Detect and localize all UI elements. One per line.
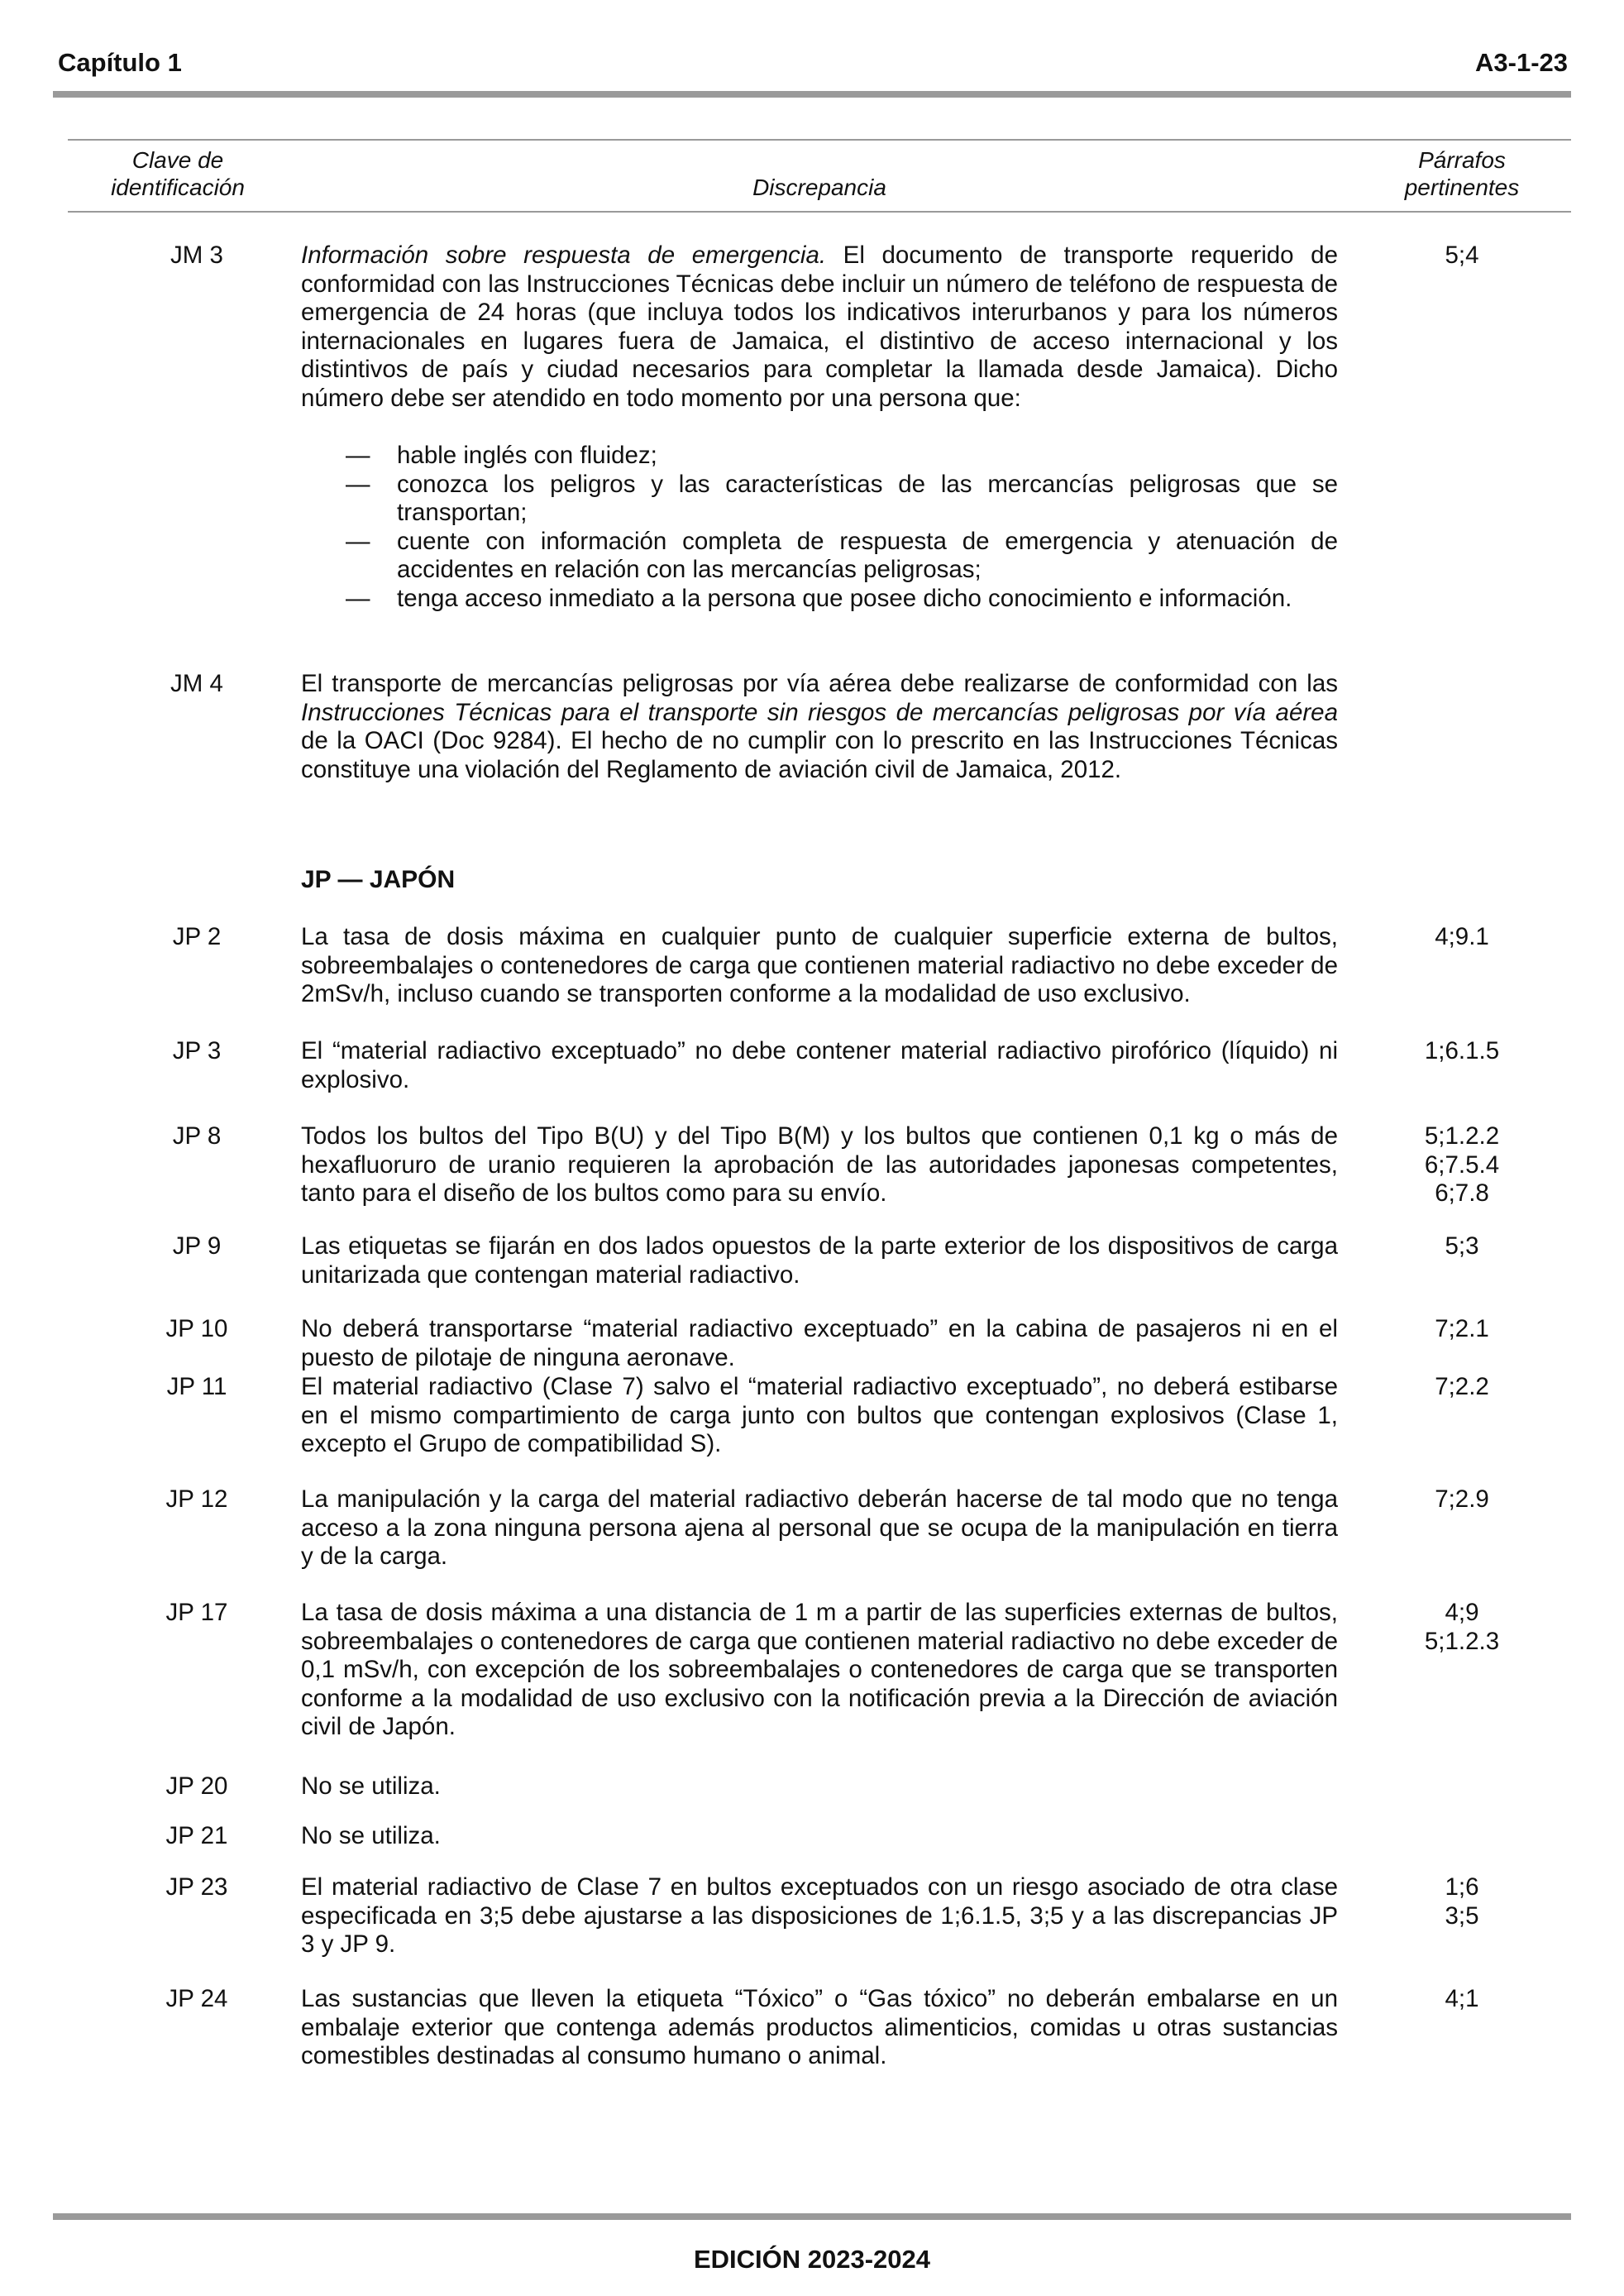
bullet-item [301,442,1338,471]
entry-references [1397,1985,1526,2014]
table-top-rule [68,139,1571,141]
entry-description: Todos los bultos del Tipo B(U) y del Tipo B(M) y los bultos que contienen 0,1 kg o más de hexafluoruro de uranio requieren la aprobación de las autoridades japonesas competentes, tanto para el diseño de los bultos como para su envío. [301,1122,1338,1207]
document-title-italic: Instrucciones Técnicas para el transporte sin riesgos de mercancías peligrosas por vía aérea [301,698,1338,726]
entry-description: No se utiliza. [301,1772,441,1800]
entry-references [1397,1232,1526,1261]
entry-description: El “material radiactivo exceptuado” no debe contener material radiactivo pirofórico (líquido) ni explosivo. [301,1037,1338,1093]
bullet-text: cuente con información completa de respuesta de emergencia y atenuación de accidentes en relación con las mercancías peligrosas; [397,527,1338,583]
bullet-list [301,442,1338,613]
entry-code: JP 9 [172,1232,222,1260]
bullet-item [301,585,1338,614]
header-rule [53,91,1571,98]
reference-item: 5;3 [1445,1232,1479,1260]
entry-references [1397,923,1526,952]
column-header-refs-line1: Párrafos [1418,147,1506,173]
entry-text: El transporte de mercancías peligrosas por vía aérea debe realizarse de conformidad con las [301,670,1338,697]
entry-paragraph [301,670,1338,784]
entry-code: JP 23 [165,1873,228,1901]
edition-footer: EDICIÓN 2023-2024 [693,2245,931,2274]
dash-bullet: — [346,442,370,469]
reference-item: 4;9 [1445,1599,1479,1626]
entry-text: El documento de transporte requerido de conformidad con las Instrucciones Técnicas debe incluir un número de teléfono de respuesta de emergencia de 24 horas (que incluya todos los indicativos interurbanos y para los números internacionales en lugares fuera de Jamaica, el distintivo de acceso internacional y los distintivos de país y ciudad necesarios para completar la llamada desde Jamaica). Dicho número debe ser atendido en todo momento por una persona que: [301,242,1338,412]
entry-references [1397,1315,1526,1344]
column-header-id-line2: identificación [111,175,245,200]
reference-item: 7;2.9 [1435,1485,1489,1513]
entry-references [1397,1037,1526,1066]
bullet-item [301,471,1338,528]
reference-item: 5;1.2.2 [1424,1122,1500,1150]
entry-code: JP 12 [165,1485,228,1513]
entry-references [1397,1485,1526,1514]
entry-code: JM 3 [170,242,223,269]
entry-description [301,670,1338,784]
entry-description: La tasa de dosis máxima a una distancia de 1 m a partir de las superficies externas de bultos, sobreembalajes o contenedores de carga que contienen material radiactivo no debe exceder de 0,1 mSv/h, con excepción de los sobreembalajes o contenedores de carga que se transporten conforme a la modalidad de uso exclusivo con la notificación previa a la Dirección de aviación civil de Japón. [301,1599,1338,1740]
column-header-discrepancy: Discrepancia [752,175,886,200]
entry-code: JP 10 [165,1315,228,1342]
entry-description: No se utiliza. [301,1822,441,1849]
entry-code: JP 21 [165,1822,228,1849]
table-header-rule [68,211,1571,213]
column-header-refs [1373,146,1551,201]
bullet-text: conozca los peligros y las características de las mercancías peligrosas que se transportan; [397,470,1338,526]
dash-bullet: — [346,584,370,612]
reference-item: 6;7.5.4 [1424,1150,1500,1179]
entry-description: La manipulación y la carga del material radiactivo deberán hacerse de tal modo que no tenga acceso a la zona ninguna persona ajena al personal que se ocupa de la manipulación en tierra y de la carga. [301,1485,1338,1570]
bullet-item [301,528,1338,585]
entry-code: JP 8 [172,1122,222,1150]
reference-item: 1;6 [1445,1873,1479,1901]
bullet-text: tenga acceso inmediato a la persona que posee dicho conocimiento e información. [397,584,1292,612]
reference-item: 3;5 [1445,1901,1479,1930]
entry-references [1397,1122,1526,1208]
entry-references [1397,1599,1526,1656]
entry-description: La tasa de dosis máxima en cualquier punto de cualquier superficie externa de bultos, sobreembalajes o contenedores de carga que contienen material radiactivo no debe exceder de 2mSv/h, incluso cuando se transporten conforme a la modalidad de uso exclusivo. [301,923,1338,1007]
entry-references [1397,1373,1526,1402]
dash-bullet: — [346,527,370,555]
column-header-id-line1: Clave de [131,147,224,173]
reference-item: 4;9.1 [1435,923,1489,950]
reference-item: 4;1 [1445,1985,1479,2012]
entry-text: de la OACI (Doc 9284). El hecho de no cumplir con lo prescrito en las Instrucciones Técnicas constituye una violación del Reglamento de aviación civil de Jamaica, 2012. [301,727,1338,783]
entry-description: El material radiactivo (Clase 7) salvo el “material radiactivo exceptuado”, no deberá estibarse en el mismo compartimiento de carga junto con bultos que contengan explosivos (Clase 1, excepto el Grupo de compatibilidad S). [301,1373,1338,1457]
column-header-refs-line2: pertinentes [1404,175,1520,200]
entry-description: Las sustancias que lleven la etiqueta “Tóxico” o “Gas tóxico” no deberán embalarse en un embalaje exterior que contenga además productos alimenticios, comidas u otras sustancias comestibles destinadas al consumo humano o animal. [301,1985,1338,2069]
entry-code: JP 3 [172,1037,222,1064]
entry-code: JP 11 [166,1373,227,1400]
reference-item: 5;1.2.3 [1424,1627,1500,1655]
entry-lead-italic: Información sobre respuesta de emergencia. [301,242,827,269]
reference-item: 7;2.1 [1435,1315,1489,1342]
entry-description: No deberá transportarse “material radiactivo exceptuado” en la cabina de pasajeros ni en el puesto de pilotaje de ninguna aeronave. [301,1315,1338,1371]
reference-item: 6;7.8 [1435,1179,1489,1207]
entry-code: JM 4 [170,670,223,697]
entry-code: JP 2 [172,923,222,950]
footer-rule [53,2213,1571,2220]
reference-item: 1;6.1.5 [1424,1037,1500,1064]
section-heading-japan: JP — JAPÓN [301,866,456,893]
column-header-id [83,146,273,201]
chapter-label: Capítulo 1 [58,48,182,77]
page-reference: A3-1-23 [1475,48,1568,77]
dash-bullet: — [346,470,370,498]
entry-description [301,242,1338,613]
entry-description: Las etiquetas se fijarán en dos lados opuestos de la parte exterior de los dispositivos de carga unitarizada que contengan material radiactivo. [301,1232,1338,1289]
bullet-text: hable inglés con fluidez; [397,442,657,469]
reference-item: 7;2.2 [1435,1373,1489,1400]
entry-references [1397,1873,1526,1930]
entry-paragraph [301,242,1338,413]
entry-code: JP 17 [165,1599,228,1626]
entry-description: El material radiactivo de Clase 7 en bultos exceptuados con un riesgo asociado de otra clase especificada en 3;5 debe ajustarse a las disposiciones de 1;6.1.5, 3;5 y a las discrepancias JP 3 y JP 9. [301,1873,1338,1958]
entry-code: JP 24 [165,1985,228,2012]
entry-code: JP 20 [165,1772,228,1800]
entry-references: 5;4 [1445,242,1479,269]
